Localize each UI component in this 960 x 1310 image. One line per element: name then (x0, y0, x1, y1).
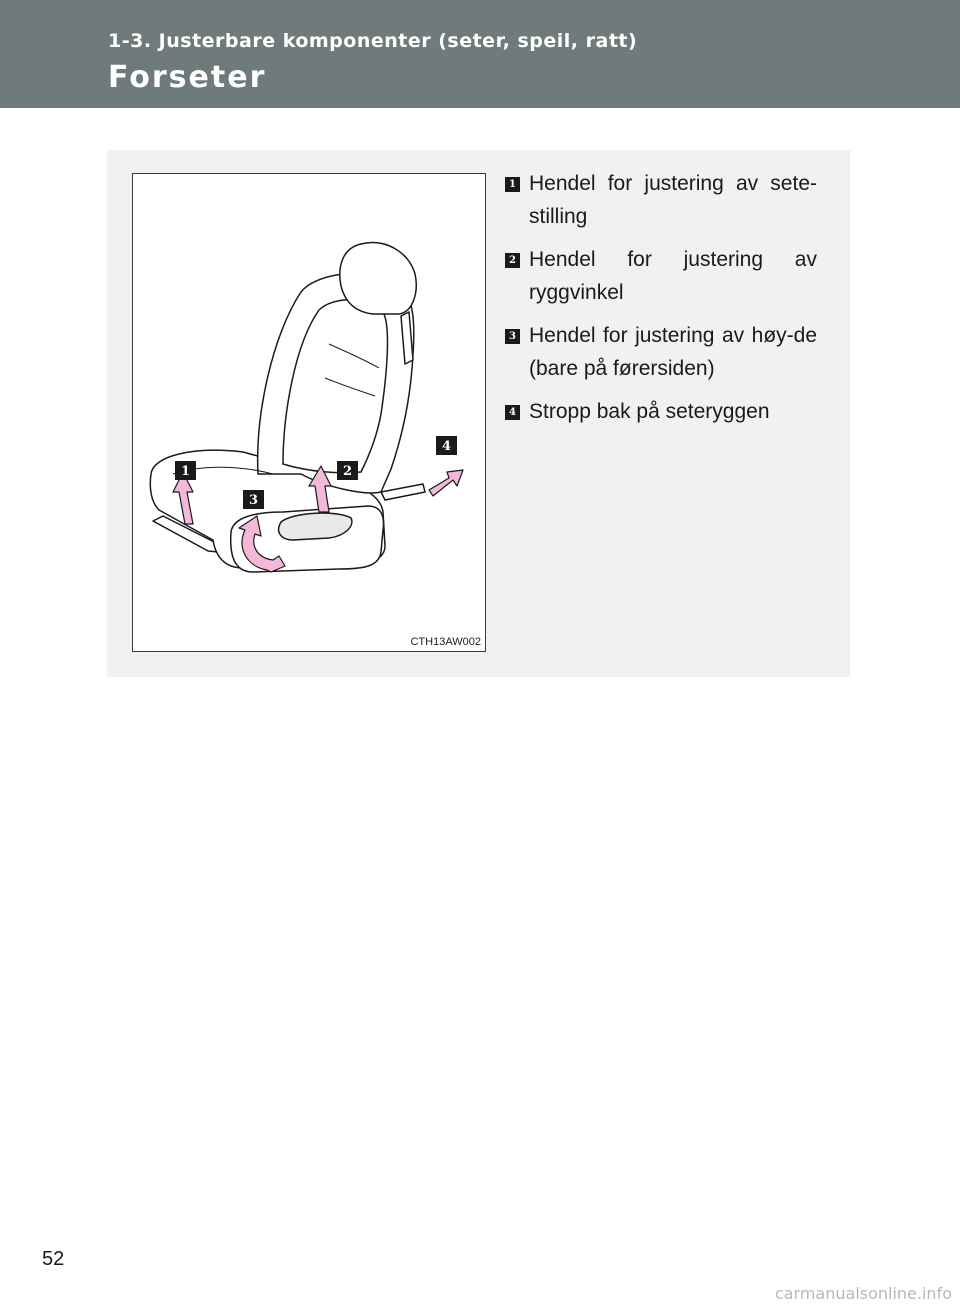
figure-code: CTH13AW002 (410, 636, 481, 648)
rear-strap (381, 484, 425, 500)
legend-item (505, 243, 817, 309)
callout-4: 4 (441, 439, 452, 454)
callout-2: 2 (342, 464, 353, 479)
page-header (0, 0, 960, 108)
legend-item (505, 319, 817, 385)
headrest (340, 243, 416, 314)
legend-number: 2 (505, 253, 520, 268)
legend-number: 1 (505, 177, 520, 192)
arrow-4 (429, 470, 463, 496)
legend-number: 3 (505, 329, 520, 344)
callout-3: 3 (248, 493, 259, 508)
legend-text: Hendel for justering av høy-de (bare på førersiden) (529, 324, 817, 380)
page-title: Forseter (108, 60, 267, 95)
legend-text: Hendel for justering av sete-stilling (529, 172, 817, 228)
seat-illustration (132, 173, 486, 652)
page-number: 52 (42, 1248, 65, 1270)
watermark: carmanualsonline.info (774, 1284, 952, 1303)
seat-drawing (133, 174, 485, 651)
callout-1: 1 (180, 464, 191, 479)
legend-text: Stropp bak på seteryggen (529, 400, 770, 423)
legend-list (505, 167, 817, 438)
section-label: 1-3. Justerbare komponenter (seter, speil, ratt) (108, 30, 638, 52)
legend-item (505, 395, 817, 428)
legend-text: Hendel for justering av ryggvinkel (529, 248, 817, 304)
legend-number: 4 (505, 405, 520, 420)
legend-item (505, 167, 817, 233)
